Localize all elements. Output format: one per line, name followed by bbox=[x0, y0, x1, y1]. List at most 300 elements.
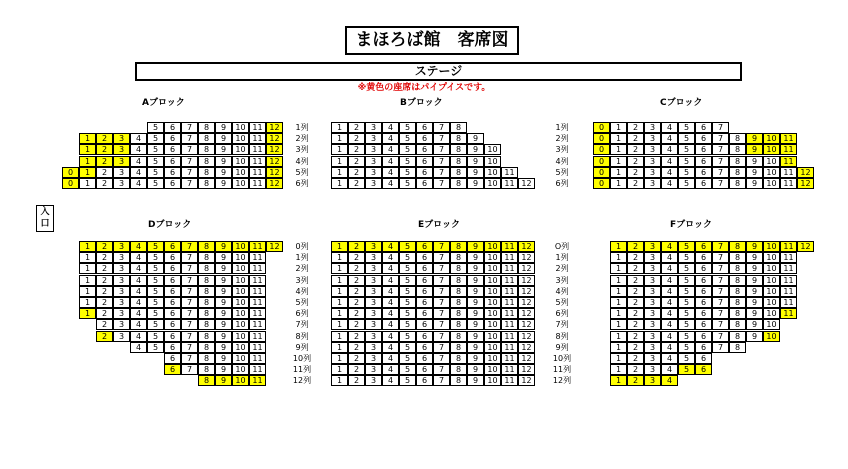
seat: 7 bbox=[433, 331, 450, 342]
seat: 10 bbox=[484, 375, 501, 386]
pipe-chair-seat: 12 bbox=[797, 178, 814, 189]
seat: 6 bbox=[416, 144, 433, 155]
seat: 6 bbox=[164, 286, 181, 297]
seat: 5 bbox=[147, 342, 164, 353]
seat: 6 bbox=[416, 286, 433, 297]
seat: 4 bbox=[130, 308, 147, 319]
seat: 5 bbox=[147, 252, 164, 263]
seat: 8 bbox=[198, 331, 215, 342]
seat: 4 bbox=[382, 263, 399, 274]
seat: 1 bbox=[610, 319, 627, 330]
seat: 7 bbox=[712, 297, 729, 308]
seat: 10 bbox=[232, 156, 249, 167]
pipe-chair-seat: 5 bbox=[678, 241, 695, 252]
seat: 7 bbox=[433, 178, 450, 189]
seat: 10 bbox=[484, 308, 501, 319]
seat: 4 bbox=[661, 263, 678, 274]
seat: 9 bbox=[746, 167, 763, 178]
seat: 11 bbox=[249, 308, 266, 319]
seat: 5 bbox=[678, 319, 695, 330]
seat: 2 bbox=[627, 167, 644, 178]
seat: 4 bbox=[382, 353, 399, 364]
pipe-chair-seat: 6 bbox=[695, 241, 712, 252]
seat: 6 bbox=[164, 297, 181, 308]
seat: 8 bbox=[450, 342, 467, 353]
row-label: 1列 bbox=[555, 253, 569, 262]
seat: 6 bbox=[164, 331, 181, 342]
seat: 7 bbox=[712, 275, 729, 286]
seat: 2 bbox=[96, 308, 113, 319]
seat: 7 bbox=[181, 144, 198, 155]
seat: 11 bbox=[249, 252, 266, 263]
seat: 9 bbox=[467, 364, 484, 375]
pipe-chair-seat: 12 bbox=[266, 133, 283, 144]
seat: 8 bbox=[450, 331, 467, 342]
pipe-chair-seat: 0 bbox=[593, 144, 610, 155]
seat: 2 bbox=[348, 297, 365, 308]
seat: 9 bbox=[215, 342, 232, 353]
seat: 6 bbox=[695, 342, 712, 353]
page-title: まほろば館 客席図 bbox=[345, 26, 519, 55]
seat: 9 bbox=[215, 331, 232, 342]
seat: 2 bbox=[348, 263, 365, 274]
seat: 9 bbox=[215, 263, 232, 274]
seat: 11 bbox=[249, 331, 266, 342]
seat: 11 bbox=[780, 275, 797, 286]
seat: 10 bbox=[232, 167, 249, 178]
seat: 1 bbox=[610, 286, 627, 297]
seat: 5 bbox=[147, 156, 164, 167]
seat: 4 bbox=[661, 144, 678, 155]
seat: 4 bbox=[382, 342, 399, 353]
seat: 11 bbox=[249, 167, 266, 178]
pipe-chair-seat: 3 bbox=[113, 144, 130, 155]
row-label: 4列 bbox=[555, 157, 569, 166]
seat: 4 bbox=[661, 319, 678, 330]
seat: 9 bbox=[467, 319, 484, 330]
pipe-chair-seat: 6 bbox=[695, 364, 712, 375]
seat: 9 bbox=[215, 353, 232, 364]
pipe-chair-seat: 3 bbox=[113, 133, 130, 144]
seat: 10 bbox=[232, 297, 249, 308]
pipe-chair-seat: 8 bbox=[198, 375, 215, 386]
seat: 3 bbox=[644, 275, 661, 286]
seat: 12 bbox=[518, 375, 535, 386]
seat: 1 bbox=[331, 308, 348, 319]
seat: 6 bbox=[695, 331, 712, 342]
seat: 2 bbox=[348, 178, 365, 189]
pipe-chair-seat: 5 bbox=[678, 364, 695, 375]
pipe-chair-seat: 7 bbox=[181, 241, 198, 252]
seat: 6 bbox=[164, 178, 181, 189]
pipe-chair-seat: 11 bbox=[249, 241, 266, 252]
seat: 3 bbox=[365, 364, 382, 375]
seat: 5 bbox=[678, 167, 695, 178]
seat: 12 bbox=[518, 308, 535, 319]
row-label: 4列 bbox=[555, 287, 569, 296]
seat: 6 bbox=[695, 286, 712, 297]
pipe-chair-seat: 2 bbox=[96, 241, 113, 252]
seat: 4 bbox=[382, 319, 399, 330]
seat: 6 bbox=[416, 319, 433, 330]
seat: 10 bbox=[484, 353, 501, 364]
seat: 9 bbox=[215, 122, 232, 133]
seat: 10 bbox=[232, 263, 249, 274]
seat: 10 bbox=[763, 308, 780, 319]
row-label: O列 bbox=[554, 242, 570, 251]
pipe-chair-seat: 0 bbox=[62, 167, 79, 178]
pipe-chair-seat: 11 bbox=[780, 156, 797, 167]
pipe-chair-seat: 7 bbox=[712, 241, 729, 252]
seat: 5 bbox=[678, 122, 695, 133]
seat: 5 bbox=[399, 353, 416, 364]
row-label: 2列 bbox=[555, 264, 569, 273]
seat: 8 bbox=[729, 167, 746, 178]
seat: 10 bbox=[484, 297, 501, 308]
seat: 6 bbox=[695, 263, 712, 274]
seat: 8 bbox=[729, 133, 746, 144]
seat: 5 bbox=[399, 308, 416, 319]
seat: 7 bbox=[181, 252, 198, 263]
seat: 3 bbox=[644, 308, 661, 319]
pipe-chair-seat: 11 bbox=[501, 241, 518, 252]
seat: 10 bbox=[484, 144, 501, 155]
row-label: 4列 bbox=[295, 157, 309, 166]
seat: 6 bbox=[416, 133, 433, 144]
seat: 7 bbox=[181, 122, 198, 133]
seat: 2 bbox=[348, 156, 365, 167]
pipe-chair-seat: 6 bbox=[416, 241, 433, 252]
seat: 3 bbox=[113, 178, 130, 189]
seat: 8 bbox=[198, 252, 215, 263]
seat: 1 bbox=[610, 353, 627, 364]
seat: 3 bbox=[113, 263, 130, 274]
seat: 2 bbox=[627, 308, 644, 319]
seat: 9 bbox=[467, 331, 484, 342]
row-label: 1列 bbox=[295, 123, 309, 132]
pipe-chair-seat: 0 bbox=[593, 178, 610, 189]
seat: 6 bbox=[164, 144, 181, 155]
seat: 11 bbox=[501, 297, 518, 308]
row-label: 6列 bbox=[555, 309, 569, 318]
seat: 8 bbox=[450, 144, 467, 155]
seat: 2 bbox=[348, 286, 365, 297]
seat: 3 bbox=[113, 297, 130, 308]
seat: 9 bbox=[215, 144, 232, 155]
seat: 2 bbox=[627, 122, 644, 133]
seat: 9 bbox=[746, 308, 763, 319]
seat: 4 bbox=[661, 297, 678, 308]
pipe-chair-seat: 10 bbox=[232, 241, 249, 252]
seat: 4 bbox=[382, 286, 399, 297]
pipe-chair-seat: 11 bbox=[249, 375, 266, 386]
pipe-chair-seat: 10 bbox=[484, 241, 501, 252]
seat: 12 bbox=[518, 364, 535, 375]
row-label: 5列 bbox=[555, 168, 569, 177]
pipe-chair-seat: 0 bbox=[593, 122, 610, 133]
seat: 3 bbox=[113, 275, 130, 286]
pipe-chair-seat: 12 bbox=[518, 241, 535, 252]
seat: 4 bbox=[130, 263, 147, 274]
seat: 10 bbox=[484, 275, 501, 286]
pipe-chair-seat: 1 bbox=[79, 144, 96, 155]
seat: 11 bbox=[501, 319, 518, 330]
seat: 7 bbox=[181, 286, 198, 297]
seat: 9 bbox=[467, 286, 484, 297]
seat: 6 bbox=[695, 156, 712, 167]
seat: 6 bbox=[695, 133, 712, 144]
seat: 8 bbox=[450, 178, 467, 189]
pipe-chair-seat: 2 bbox=[96, 331, 113, 342]
seat: 10 bbox=[484, 364, 501, 375]
pipe-chair-seat: 1 bbox=[79, 167, 96, 178]
seat: 12 bbox=[518, 286, 535, 297]
row-label: 6列 bbox=[295, 309, 309, 318]
seat: 7 bbox=[181, 353, 198, 364]
seat: 11 bbox=[249, 275, 266, 286]
seat: 9 bbox=[746, 156, 763, 167]
row-label: 12列 bbox=[552, 376, 572, 385]
seat: 11 bbox=[249, 342, 266, 353]
seat: 4 bbox=[661, 122, 678, 133]
row-label: 0列 bbox=[295, 242, 309, 251]
seat: 2 bbox=[348, 252, 365, 263]
seat: 7 bbox=[181, 331, 198, 342]
seat: 9 bbox=[746, 319, 763, 330]
seat: 3 bbox=[113, 319, 130, 330]
seat: 7 bbox=[181, 342, 198, 353]
seat: 7 bbox=[433, 144, 450, 155]
seat: 1 bbox=[79, 275, 96, 286]
row-label: 1列 bbox=[295, 253, 309, 262]
seat: 9 bbox=[746, 252, 763, 263]
seat: 8 bbox=[198, 178, 215, 189]
seat: 9 bbox=[467, 263, 484, 274]
seat: 8 bbox=[198, 286, 215, 297]
row-label: 5列 bbox=[295, 168, 309, 177]
seat: 8 bbox=[729, 331, 746, 342]
seat: 4 bbox=[382, 375, 399, 386]
seat: 4 bbox=[661, 178, 678, 189]
seat: 3 bbox=[365, 286, 382, 297]
seat: 10 bbox=[763, 263, 780, 274]
block-c-title: Cブロック bbox=[660, 98, 703, 108]
row-label: 2列 bbox=[295, 264, 309, 273]
seat: 4 bbox=[661, 342, 678, 353]
seat: 10 bbox=[484, 342, 501, 353]
seat: 9 bbox=[215, 275, 232, 286]
seat: 8 bbox=[729, 178, 746, 189]
seat: 2 bbox=[627, 286, 644, 297]
seat: 4 bbox=[130, 252, 147, 263]
seat: 2 bbox=[627, 364, 644, 375]
seat: 12 bbox=[518, 263, 535, 274]
seat: 9 bbox=[215, 297, 232, 308]
seat: 11 bbox=[780, 297, 797, 308]
seat: 6 bbox=[695, 122, 712, 133]
seat: 8 bbox=[729, 252, 746, 263]
seat: 11 bbox=[249, 286, 266, 297]
seat: 2 bbox=[627, 133, 644, 144]
seat: 7 bbox=[712, 178, 729, 189]
seat: 7 bbox=[181, 178, 198, 189]
seat: 2 bbox=[627, 331, 644, 342]
seat: 1 bbox=[610, 156, 627, 167]
seat: 7 bbox=[181, 308, 198, 319]
seat: 5 bbox=[399, 275, 416, 286]
seat: 3 bbox=[644, 133, 661, 144]
pipe-chair-seat: 11 bbox=[780, 241, 797, 252]
seat: 10 bbox=[232, 178, 249, 189]
seat: 6 bbox=[416, 275, 433, 286]
seat: 1 bbox=[610, 133, 627, 144]
seat: 10 bbox=[484, 252, 501, 263]
pipe-chair-seat: 7 bbox=[433, 241, 450, 252]
seat: 8 bbox=[450, 319, 467, 330]
seat: 3 bbox=[113, 167, 130, 178]
seat: 12 bbox=[518, 331, 535, 342]
seat: 4 bbox=[382, 167, 399, 178]
seat: 6 bbox=[416, 263, 433, 274]
seat: 10 bbox=[232, 353, 249, 364]
seat: 3 bbox=[644, 342, 661, 353]
row-label: 1列 bbox=[555, 123, 569, 132]
seat: 7 bbox=[181, 133, 198, 144]
seat: 8 bbox=[198, 122, 215, 133]
seat: 6 bbox=[416, 353, 433, 364]
seat: 2 bbox=[627, 144, 644, 155]
seat: 8 bbox=[198, 342, 215, 353]
seat: 7 bbox=[712, 308, 729, 319]
seat: 5 bbox=[678, 308, 695, 319]
seat: 10 bbox=[763, 319, 780, 330]
seat: 3 bbox=[365, 133, 382, 144]
seat: 6 bbox=[164, 167, 181, 178]
seat: 2 bbox=[348, 331, 365, 342]
pipe-chair-seat: 12 bbox=[266, 241, 283, 252]
seat: 2 bbox=[96, 167, 113, 178]
seat: 8 bbox=[729, 342, 746, 353]
seat: 9 bbox=[215, 133, 232, 144]
row-label: 8列 bbox=[295, 332, 309, 341]
block-b-title: Bブロック bbox=[400, 98, 443, 108]
seat: 6 bbox=[164, 342, 181, 353]
pipe-chair-seat: 10 bbox=[763, 133, 780, 144]
seat: 6 bbox=[164, 156, 181, 167]
pipe-chair-seat: 11 bbox=[780, 144, 797, 155]
seat: 5 bbox=[678, 133, 695, 144]
seat: 1 bbox=[331, 144, 348, 155]
row-label: 2列 bbox=[295, 134, 309, 143]
seat: 4 bbox=[382, 178, 399, 189]
seat: 6 bbox=[164, 353, 181, 364]
pipe-chair-seat: 8 bbox=[198, 241, 215, 252]
pipe-chair-seat: 2 bbox=[348, 241, 365, 252]
seat: 2 bbox=[96, 178, 113, 189]
seat: 2 bbox=[96, 263, 113, 274]
seat: 5 bbox=[147, 286, 164, 297]
seat: 8 bbox=[450, 297, 467, 308]
seat: 5 bbox=[399, 167, 416, 178]
seat: 8 bbox=[450, 375, 467, 386]
seat: 5 bbox=[399, 156, 416, 167]
seat: 7 bbox=[712, 167, 729, 178]
seat: 1 bbox=[331, 342, 348, 353]
row-label: 2列 bbox=[555, 134, 569, 143]
seat: 4 bbox=[382, 331, 399, 342]
pipe-chair-seat: 12 bbox=[266, 156, 283, 167]
seat: 7 bbox=[433, 286, 450, 297]
row-label: 6列 bbox=[295, 179, 309, 188]
seat: 2 bbox=[348, 364, 365, 375]
seat: 4 bbox=[661, 133, 678, 144]
pipe-chair-seat: 8 bbox=[450, 241, 467, 252]
seat: 9 bbox=[467, 252, 484, 263]
seat: 5 bbox=[147, 297, 164, 308]
pipe-chair-seat: 12 bbox=[266, 144, 283, 155]
pipe-chair-seat: 3 bbox=[113, 156, 130, 167]
seat: 5 bbox=[147, 275, 164, 286]
pipe-chair-seat: 1 bbox=[331, 241, 348, 252]
seat: 1 bbox=[331, 122, 348, 133]
seat: 11 bbox=[501, 308, 518, 319]
pipe-chair-seat: 0 bbox=[593, 156, 610, 167]
seat: 2 bbox=[96, 275, 113, 286]
seat: 10 bbox=[763, 252, 780, 263]
seat: 10 bbox=[484, 263, 501, 274]
seat: 11 bbox=[249, 319, 266, 330]
seat: 1 bbox=[331, 178, 348, 189]
seat: 2 bbox=[348, 353, 365, 364]
seat: 2 bbox=[348, 375, 365, 386]
seat: 4 bbox=[382, 144, 399, 155]
seat: 9 bbox=[467, 178, 484, 189]
seat: 9 bbox=[215, 364, 232, 375]
seat: 9 bbox=[467, 353, 484, 364]
seat: 8 bbox=[450, 364, 467, 375]
seat: 4 bbox=[661, 364, 678, 375]
seat: 2 bbox=[348, 342, 365, 353]
seat: 4 bbox=[382, 297, 399, 308]
seat: 4 bbox=[661, 252, 678, 263]
seat: 8 bbox=[729, 144, 746, 155]
seat: 7 bbox=[433, 252, 450, 263]
seat: 1 bbox=[331, 364, 348, 375]
seat: 1 bbox=[331, 275, 348, 286]
seat: 6 bbox=[164, 252, 181, 263]
seat: 8 bbox=[198, 275, 215, 286]
seat: 11 bbox=[249, 156, 266, 167]
seat: 9 bbox=[746, 331, 763, 342]
seat: 1 bbox=[79, 286, 96, 297]
pipe-chair-seat: 1 bbox=[79, 241, 96, 252]
seat: 1 bbox=[331, 286, 348, 297]
seat: 5 bbox=[147, 144, 164, 155]
seat: 3 bbox=[365, 353, 382, 364]
seat: 6 bbox=[164, 133, 181, 144]
seat: 1 bbox=[79, 252, 96, 263]
seat: 10 bbox=[232, 331, 249, 342]
row-label: 7列 bbox=[555, 320, 569, 329]
seat: 1 bbox=[610, 364, 627, 375]
seat: 7 bbox=[712, 144, 729, 155]
seat: 1 bbox=[610, 122, 627, 133]
row-label: 7列 bbox=[295, 320, 309, 329]
seat: 5 bbox=[678, 252, 695, 263]
seat: 3 bbox=[644, 252, 661, 263]
pipe-chair-seat: 12 bbox=[797, 167, 814, 178]
seat: 4 bbox=[130, 178, 147, 189]
